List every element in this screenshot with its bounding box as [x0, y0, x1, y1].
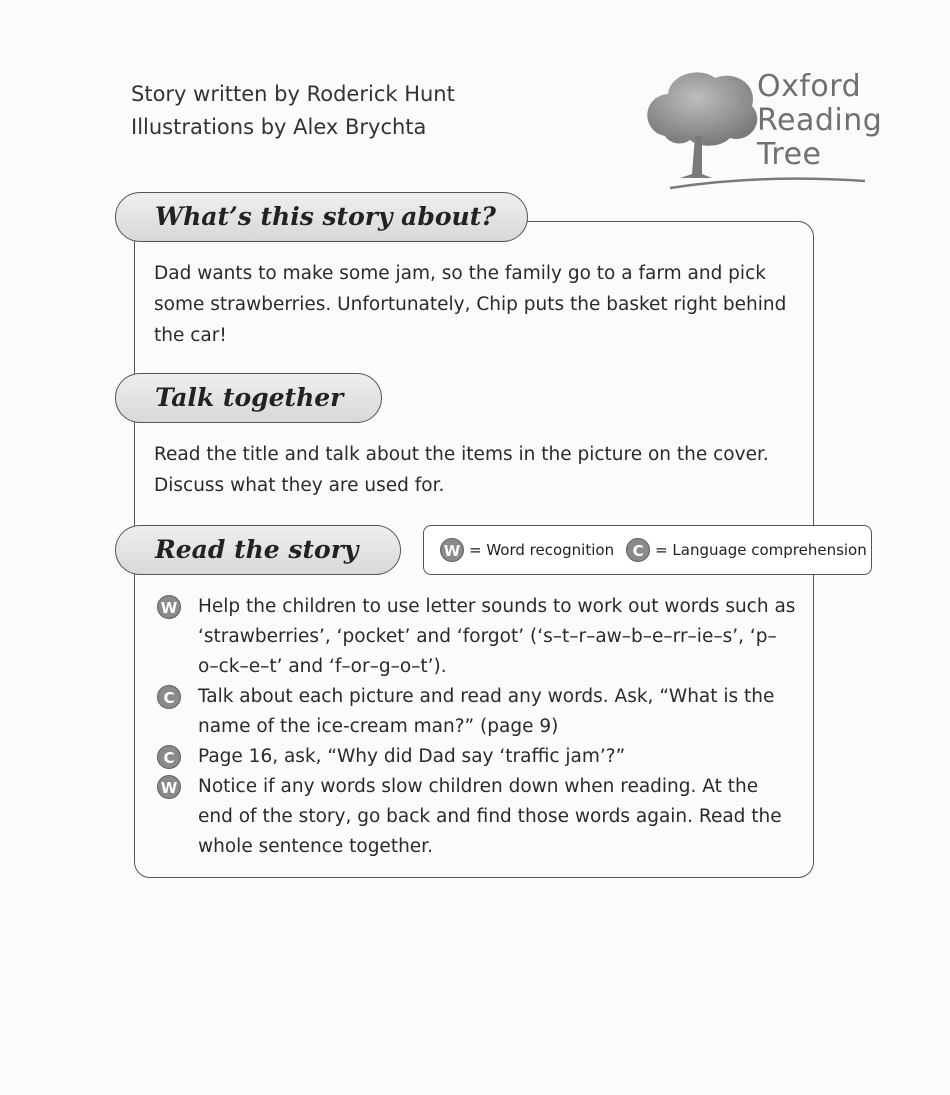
credits	[131, 78, 455, 144]
reading-prompts-list	[157, 592, 797, 862]
list-item	[157, 592, 797, 682]
talk-text: Read the title and talk about the items in the picture on the cover. Discuss what they are used for.	[154, 444, 769, 496]
section-heading-read: Read the story	[115, 525, 401, 575]
logo-wordmark	[757, 70, 882, 172]
list-item	[157, 772, 797, 862]
list-item-text: Page 16, ask, “Why did Dad say ‘traffic jam’?”	[198, 746, 626, 767]
list-item	[157, 682, 797, 742]
illustrator-credit: Illustrations by Alex Brychta	[131, 115, 427, 139]
badge-legend	[423, 525, 872, 575]
language-comprehension-badge-icon: C	[157, 685, 181, 709]
list-item-text: Talk about each picture and read any words. Ask, “What is the name of the ice-cream man?” (page 9)	[198, 686, 775, 737]
word-recognition-badge-icon: W	[157, 595, 181, 619]
list-item-text: Notice if any words slow children down when reading. At the end of the story, go back and find those words again. Read the whole sentence together.	[198, 776, 782, 857]
author-credit: Story written by Roderick Hunt	[131, 82, 455, 106]
logo-line-tree: Tree	[757, 137, 822, 172]
logo-line-oxford: Oxford	[757, 69, 862, 104]
logo-line-reading: Reading	[757, 103, 883, 138]
language-comprehension-badge-icon: C	[157, 745, 181, 769]
oxford-reading-tree-logo	[640, 66, 883, 196]
list-item-text: Help the children to use letter sounds to work out words such as ‘strawberries’, ‘pocket’ and ‘forgot’ (‘s–t–r–aw–b–e–rr–ie–s’, ‘p–o–ck–e–t’ and ‘f–or–g–o–t’).	[198, 596, 796, 677]
about-text: Dad wants to make some jam, so the family go to a farm and pick some strawberries. Unfortunately, Chip puts the basket right behind the car!	[154, 263, 787, 346]
list-item	[157, 742, 797, 772]
word-recognition-badge-icon: W	[440, 538, 464, 562]
word-recognition-badge-icon: W	[157, 775, 181, 799]
word-recognition-label: = Word recognition	[469, 541, 615, 559]
language-comprehension-label: = Language comprehension	[655, 541, 867, 559]
section-heading-talk: Talk together	[115, 373, 382, 423]
section-heading-about: What’s this story about?	[115, 192, 528, 242]
language-comprehension-badge-icon: C	[626, 538, 650, 562]
